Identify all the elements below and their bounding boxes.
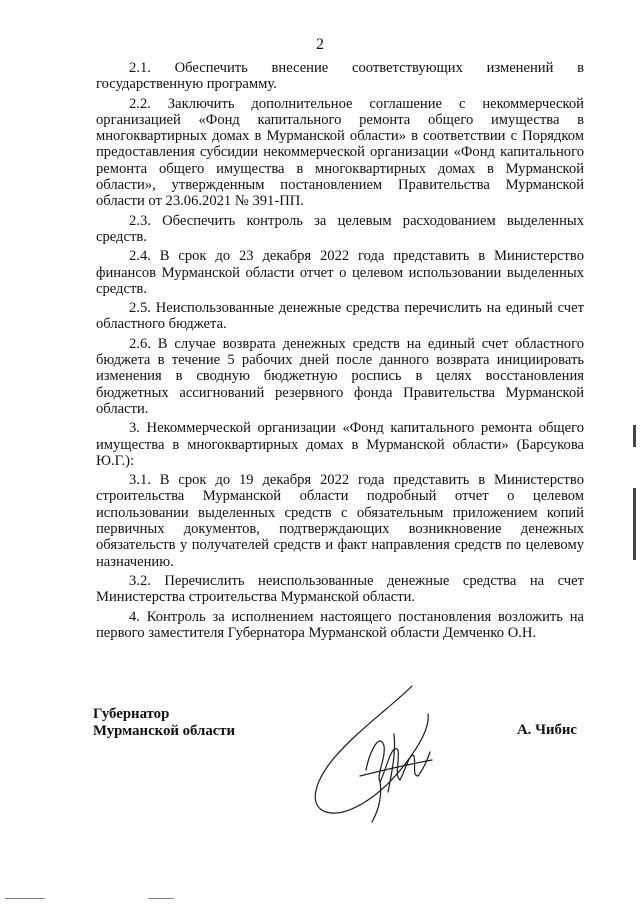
page-number: 2 [316, 36, 324, 53]
paragraph-2-1: 2.1. Обеспечить внесение соответствующих изменений в государственную программу. [96, 60, 584, 93]
signatory-name: А. Чибис [517, 722, 577, 738]
handwritten-signature [300, 672, 460, 832]
paragraph-2-6: 2.6. В случае возврата денежных средств на единый счет областного бюджета в течение 5 рабочих дней после данного возврата инициировать изменения в сводную бюджетную роспись в целях восстановления бюджетных ассигнований резервного фонда Правительства Мурманской области. [96, 335, 584, 417]
margin-scan-mark [633, 488, 636, 560]
paragraph-4: 4. Контроль за исполнением настоящего постановления возложить на первого заместителя Губернатора Мурманской области Демченко О.Н. [96, 608, 584, 641]
margin-scan-mark [633, 425, 636, 447]
paragraph-2-3: 2.3. Обеспечить контроль за целевым расходованием выделенных средств. [96, 212, 584, 245]
signatory-title-line1: Губернатор [93, 706, 170, 722]
footer-rule [5, 898, 45, 899]
paragraph-3: 3. Некоммерческой организации «Фонд капитального ремонта общего имущества в многоквартирных домах в Мурманской области» (Барсукова Ю.Г.): [96, 420, 584, 469]
paragraph-2-4: 2.4. В срок до 23 декабря 2022 года представить в Министерство финансов Мурманской области отчет о целевом использовании выделенных средств. [96, 248, 584, 297]
signatory-title-line2: Мурманской области [93, 723, 236, 739]
paragraph-3-2: 3.2. Перечислить неиспользованные денежные средства на счет Министерства строительства Мурманской области. [96, 572, 584, 606]
paragraph-2-2: 2.2. Заключить дополнительное соглашение с некоммерческой организацией «Фонд капитального ремонта общего имущества в многоквартирных домах в Мурманской области» в соответствии с Порядком предоставления субсидии некоммерческой организации «Фонд капитального ремонта общего имущества в многоквартирных домах в Мурманской области», утвержденным постановлением Правительства Мурманской области от 23.06.2021 № 391-ПП. [96, 95, 584, 210]
signatory-title [93, 706, 235, 740]
paragraph-2-5: 2.5. Неиспользованные денежные средства перечислить на единый счет областного бюджета. [96, 300, 584, 333]
footer-rule [148, 898, 174, 899]
paragraph-3-1: 3.1. В срок до 19 декабря 2022 года представить в Министерство строительства Мурманской области подробный отчет о целевом использовании выделенных средств с обязательным приложением копий первичных документов, подтверждающих возникновение денежных обязательств у получателей средств и факт направления средств по целевому назначению. [96, 472, 584, 570]
document-body [96, 60, 584, 644]
